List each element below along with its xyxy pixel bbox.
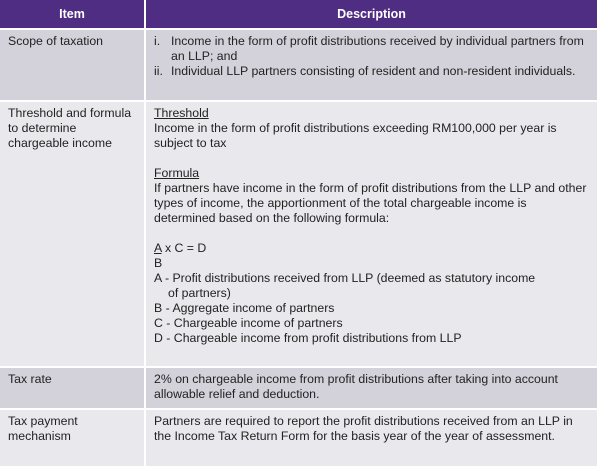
scope-list bbox=[154, 34, 590, 79]
formula-numerator: A bbox=[154, 241, 162, 255]
list-item: i. Income in the form of profit distributions received by individual partners from an LLP; and bbox=[154, 34, 584, 63]
table-row-threshold-formula bbox=[0, 100, 597, 366]
item-cell: Tax payment mechanism bbox=[0, 408, 144, 466]
list-item: ii. Individual LLP partners consisting of resident and non-resident individuals. bbox=[154, 64, 576, 78]
threshold-text: Income in the form of profit distributions exceeding RM100,000 per year is subject to tax bbox=[154, 121, 557, 150]
formula-intro: If partners have income in the form of profit distributions from the LLP and other types of income, the apportionment of the total chargeable income is determined based on the following formula: bbox=[154, 181, 587, 225]
table-row-tax-rate bbox=[0, 366, 597, 408]
header-item: Item bbox=[0, 0, 144, 28]
threshold-heading: Threshold bbox=[154, 106, 209, 120]
description-cell bbox=[144, 100, 597, 366]
legend-item-a: A - Profit distributions received from LLP (deemed as statutory income of partners) bbox=[154, 271, 536, 300]
formula-denominator: B bbox=[154, 256, 163, 270]
item-cell: Scope of taxation bbox=[0, 28, 144, 100]
table-row-scope bbox=[0, 28, 597, 100]
description-cell: 2% on chargeable income from profit distributions after taking into account allowable relief and deduction. bbox=[144, 366, 597, 408]
description-cell bbox=[144, 28, 597, 100]
header-description: Description bbox=[144, 0, 597, 28]
formula-equation bbox=[154, 241, 590, 256]
legend-item-c: C - Chargeable income of partners bbox=[154, 316, 343, 330]
legend-item-d: D - Chargeable income from profit distributions from LLP bbox=[154, 331, 462, 345]
table-row-tax-payment bbox=[0, 408, 597, 466]
legend-item-b: B - Aggregate income of partners bbox=[154, 301, 335, 315]
item-cell: Tax rate bbox=[0, 366, 144, 408]
formula-rest: x C = D bbox=[161, 241, 207, 255]
item-cell: Threshold and formula to determine chargeable income bbox=[0, 100, 144, 366]
header-row bbox=[0, 0, 597, 28]
description-cell: Partners are required to report the profit distributions received from an LLP in the Income Tax Return Form for the basis year of the year of assessment. bbox=[144, 408, 597, 466]
formula-heading: Formula bbox=[154, 166, 200, 180]
